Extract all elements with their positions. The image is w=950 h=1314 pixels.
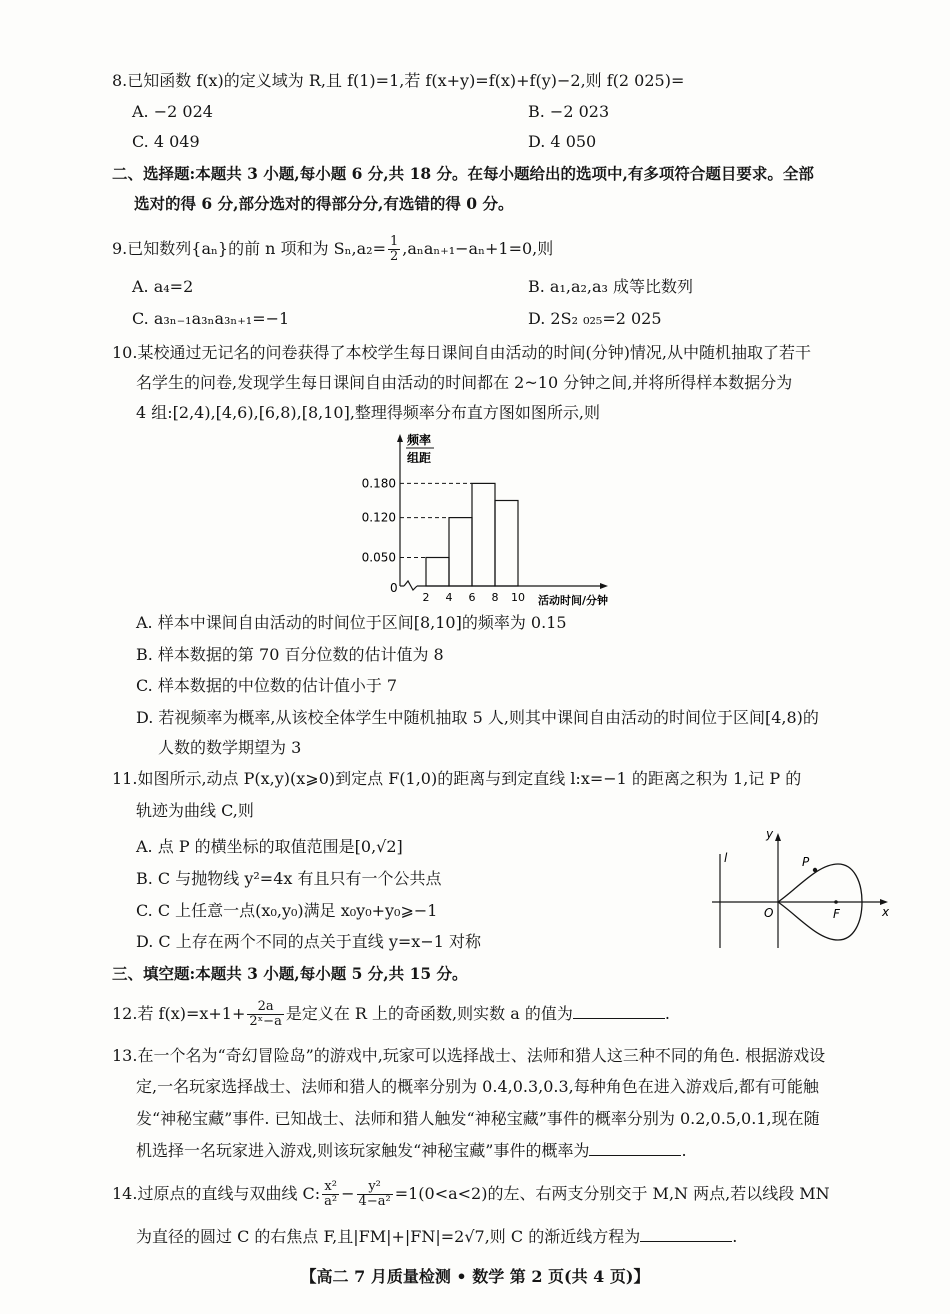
q10-option-b: B. 样本数据的第 70 百分位数的估计值为 8 (136, 645, 444, 664)
q11-stem-line2: 轨迹为曲线 C,则 (136, 801, 254, 820)
q9-stem-pre: 9.已知数列{aₙ}的前 n 项和为 Sₙ,a₂= (112, 239, 386, 258)
q9-option-d: D. 2S₂ ₀₂₅=2 025 (528, 309, 662, 328)
q14-post: =1(0<a<2)的左、右两支分别交于 M,N 两点,若以线段 MN (394, 1184, 830, 1203)
q13-end: . (681, 1141, 687, 1160)
q9-fraction (388, 235, 400, 264)
q12-fraction (247, 1000, 283, 1029)
histogram-y-tick-label: 0.180 (361, 476, 396, 491)
q12-end: . (664, 1004, 670, 1023)
frequency-histogram (360, 426, 660, 612)
histogram-xlabel: 活动时间/分钟 (538, 594, 609, 607)
q12-frac-den: 2ˣ−a (249, 1014, 282, 1029)
q12-pre: 12.若 f(x)=x+1+ (112, 1004, 246, 1023)
histogram-x-tick-label: 6 (468, 591, 476, 604)
q13-stem-line4 (136, 1140, 687, 1162)
section3-heading: 三、填空题:本题共 3 小题,每小题 5 分,共 15 分。 (112, 964, 468, 983)
q10-option-c: C. 样本数据的中位数的估计值小于 7 (136, 676, 398, 695)
histogram-x-axis-arrow (600, 583, 608, 589)
point-f (834, 900, 838, 904)
histogram-origin-label: 0 (390, 581, 398, 595)
q12-stem (112, 996, 670, 1032)
histogram-bar (472, 483, 495, 586)
q8-option-b: B. −2 023 (528, 102, 610, 121)
q11-curve-figure (706, 824, 896, 952)
q10-stem-line1: 10.某校通过无记名的问卷获得了本校学生每日课间自由活动的时间(分钟)情况,从中随机抽取了若干 (112, 343, 812, 362)
section2-heading-line1: 二、选择题:本题共 3 小题,每小题 6 分,共 18 分。在每小题给出的选项中,有多项符合题目要求。全部 (112, 164, 814, 183)
label-f: F (833, 907, 840, 921)
histogram-ylabel-bottom: 组距 (407, 451, 432, 465)
q12-frac-num: 2a (247, 1000, 283, 1015)
label-x: x (882, 905, 890, 919)
histogram-x-tick-label: 2 (422, 591, 430, 604)
q8-option-c: C. 4 049 (132, 132, 200, 151)
q9-option-c: C. a₃ₙ₋₁a₃ₙa₃ₙ₊₁=−1 (132, 309, 290, 328)
q9-option-a: A. a₄=2 (132, 277, 194, 296)
q14-answer-blank[interactable] (640, 1227, 732, 1242)
q12-answer-blank[interactable] (573, 1004, 665, 1019)
q13-line4-text: 机选择一名玩家进入游戏,则该玩家触发“神秘宝藏”事件的概率为 (136, 1141, 590, 1160)
q9-option-b: B. a₁,a₂,a₃ 成等比数列 (528, 277, 694, 296)
histogram-y-tick-label: 0.050 (361, 550, 396, 565)
q11-option-a: A. 点 P 的横坐标的取值范围是[0,√2] (136, 837, 403, 856)
label-y: y (766, 827, 774, 841)
q11-stem-line1: 11.如图所示,动点 P(x,y)(x⩾0)到定点 F(1,0)的距离与到定直线 l:x=−1 的距离之积为 1,记 P 的 (112, 769, 802, 788)
page-footer: 【高二 7 月质量检测 • 数学 第 2 页(共 4 页)】 (300, 1267, 650, 1286)
q11-option-c: C. C 上任意一点(x₀,y₀)满足 x₀y₀+y₀⩾−1 (136, 901, 438, 920)
q14-f2-num: y² (357, 1180, 393, 1195)
point-p (813, 868, 817, 872)
q12-post: 是定义在 R 上的奇函数,则实数 a 的值为 (285, 1004, 573, 1023)
q8-option-a: A. −2 024 (132, 102, 213, 121)
q9-frac-num: 1 (389, 234, 399, 249)
q14-line2-text: 为直径的圆过 C 的右焦点 F,且|FM|+|FN|=2√7,则 C 的渐近线方程为 (136, 1227, 641, 1246)
q10-option-a: A. 样本中课间自由活动的时间位于区间[8,10]的频率为 0.15 (136, 613, 567, 632)
label-o: O (764, 906, 774, 920)
q9-frac-den: 2 (389, 249, 399, 264)
q14-fraction-2 (357, 1180, 393, 1209)
q14-stem-line2 (136, 1226, 737, 1248)
q13-answer-blank[interactable] (589, 1141, 681, 1156)
y-axis-arrow (775, 833, 781, 841)
q8-stem: 8.已知函数 f(x)的定义域为 R,且 f(1)=1,若 f(x+y)=f(x)+f(y)−2,则 f(2 025)= (112, 71, 685, 90)
histogram-y-axis-arrow (397, 434, 403, 442)
histogram-x-tick-label: 10 (511, 591, 525, 604)
q14-pre: 14.过原点的直线与双曲线 C: (112, 1184, 321, 1203)
q14-fraction-1 (322, 1180, 339, 1209)
q13-stem-line1: 13.在一个名为“奇幻冒险岛”的游戏中,玩家可以选择战士、法师和猎人这三种不同的角色. 根据游戏设 (112, 1046, 826, 1065)
q13-stem-line3: 发“神秘宝藏”事件. 已知战士、法师和猎人触发“神秘宝藏”事件的概率分别为 0.2,0.5,0.1,现在随 (136, 1109, 820, 1128)
q10-option-d-line1: D. 若视频率为概率,从该校全体学生中随机抽取 5 人,则其中课间自由活动的时间位于区间[4,8)的 (136, 708, 819, 727)
q10-stem-line3: 4 组:[2,4),[4,6),[6,8),[8,10],整理得频率分布直方图如图所示,则 (136, 403, 600, 422)
q10-option-d-line2: 人数的数学期望为 3 (158, 738, 302, 757)
label-l: l (724, 851, 728, 865)
q14-end: . (732, 1227, 738, 1246)
q9-stem (112, 232, 553, 266)
q14-f1-den: a² (324, 1194, 338, 1209)
q13-stem-line2: 定,一名玩家选择战士、法师和猎人的概率分别为 0.4,0.3,0.3,每种角色在进入游戏后,都有可能触 (136, 1077, 819, 1096)
histogram-x-tick-label: 8 (491, 591, 499, 604)
histogram-bar (449, 518, 472, 586)
q11-option-d: D. C 上存在两个不同的点关于直线 y=x−1 对称 (136, 932, 481, 951)
q8-option-d: D. 4 050 (528, 132, 597, 151)
section2-heading-line2: 选对的得 6 分,部分选对的得部分分,有选错的得 0 分。 (134, 194, 514, 213)
q14-stem-line1 (112, 1176, 830, 1212)
q9-stem-post: ,aₙaₙ₊₁−aₙ+1=0,则 (402, 239, 554, 258)
histogram-bar (426, 558, 449, 587)
q14-f1-num: x² (322, 1180, 339, 1195)
q10-stem-line2: 名学生的问卷,发现学生每日课间自由活动的时间都在 2~10 分钟之间,并将所得样本数据分为 (136, 373, 793, 392)
histogram-bar (495, 501, 518, 587)
q14-f2-den: 4−a² (358, 1194, 391, 1209)
histogram-x-tick-label: 4 (445, 591, 453, 604)
histogram-y-tick-label: 0.120 (361, 510, 396, 525)
histogram-axis-break (404, 581, 417, 590)
q14-minus: − (341, 1184, 355, 1203)
label-p: P (802, 855, 810, 869)
q11-option-b: B. C 与抛物线 y²=4x 有且只有一个公共点 (136, 869, 442, 888)
histogram-ylabel-top: 频率 (407, 433, 432, 447)
